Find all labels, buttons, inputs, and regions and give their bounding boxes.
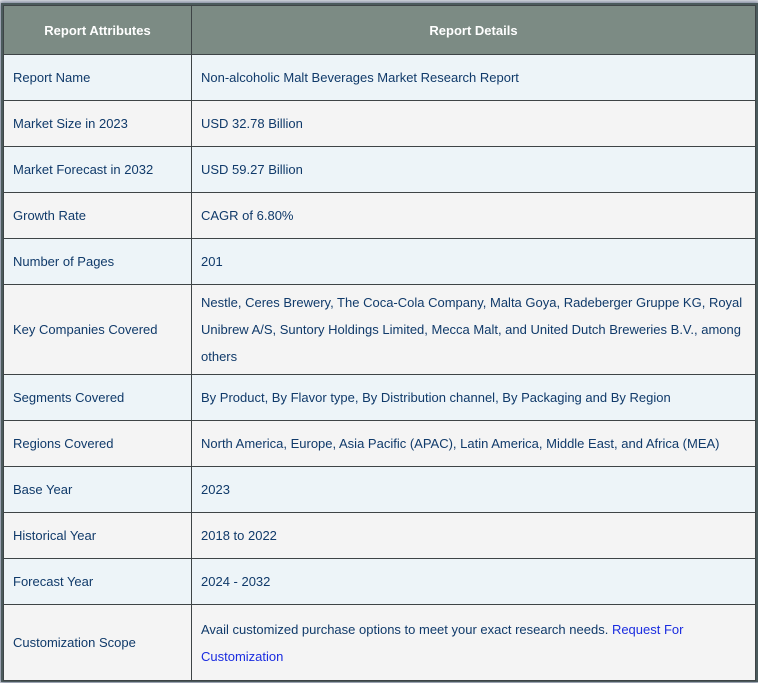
row-value: 201 [192,239,756,285]
row-label: Report Name [4,55,192,101]
row-value: North America, Europe, Asia Pacific (APAC), Latin America, Middle East, and Africa (MEA) [192,421,756,467]
report-attributes-table [3,5,756,681]
row-label: Historical Year [4,513,192,559]
row-value: 2024 - 2032 [192,559,756,605]
row-value-customization [192,605,756,681]
row-value: Nestle, Ceres Brewery, The Coca-Cola Company, Malta Goya, Radeberger Gruppe KG, Royal Unibrew A/S, Suntory Holdings Limited, Mecca Malt, and United Dutch Breweries B.V., among others [192,285,756,375]
table-row [4,375,756,421]
table-row [4,239,756,285]
row-label: Number of Pages [4,239,192,285]
table-row [4,421,756,467]
table-header-row [4,6,756,55]
row-value: By Product, By Flavor type, By Distribution channel, By Packaging and By Region [192,375,756,421]
row-label: Growth Rate [4,193,192,239]
row-label: Regions Covered [4,421,192,467]
table-row [4,101,756,147]
row-label: Market Size in 2023 [4,101,192,147]
customization-text: Avail customized purchase options to meet your exact research needs. [201,621,609,637]
table-row [4,605,756,681]
row-value: USD 32.78 Billion [192,101,756,147]
table-row [4,55,756,101]
header-report-details: Report Details [192,6,756,55]
table-row [4,147,756,193]
table-row [4,193,756,239]
row-label: Customization Scope [4,605,192,681]
row-label: Market Forecast in 2032 [4,147,192,193]
table-row [4,285,756,375]
request-customization-link[interactable]: Request For Customization [201,621,684,664]
row-value: USD 59.27 Billion [192,147,756,193]
row-value: 2023 [192,467,756,513]
row-label: Base Year [4,467,192,513]
table-row [4,513,756,559]
report-attributes-table-frame [1,3,758,682]
row-value: 2018 to 2022 [192,513,756,559]
row-value: Non-alcoholic Malt Beverages Market Research Report [192,55,756,101]
table-row [4,559,756,605]
table-row [4,467,756,513]
row-value: CAGR of 6.80% [192,193,756,239]
row-label: Forecast Year [4,559,192,605]
row-label: Segments Covered [4,375,192,421]
header-report-attributes: Report Attributes [4,6,192,55]
row-label: Key Companies Covered [4,285,192,375]
